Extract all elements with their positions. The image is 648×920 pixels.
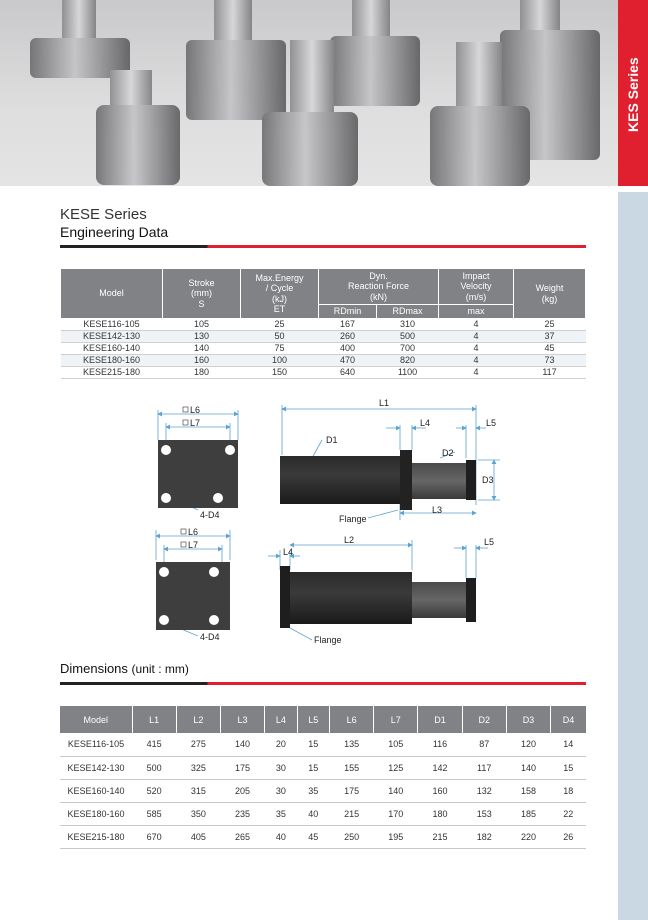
table-row	[60, 825, 586, 848]
cell: 135	[329, 733, 373, 756]
col-velocity	[439, 269, 514, 305]
cell: 325	[176, 756, 220, 779]
cell: 130	[163, 331, 241, 343]
col-stroke	[163, 269, 241, 319]
reaction-line1: Dyn.	[369, 270, 388, 281]
cell: 235	[220, 802, 264, 825]
dimensions-title	[60, 661, 189, 676]
cell: 640	[319, 367, 377, 379]
label-d1: D1	[326, 435, 338, 445]
cell: 158	[506, 779, 550, 802]
cell: 120	[506, 733, 550, 756]
cell: 35	[297, 779, 329, 802]
cell: 30	[265, 756, 297, 779]
cell: KESE116-105	[61, 319, 163, 331]
cell: 140	[374, 779, 418, 802]
velocity-line1: Impact	[462, 270, 490, 281]
col-energy	[241, 269, 319, 319]
label-d2: D2	[442, 448, 454, 458]
cell: 160	[163, 355, 241, 367]
table-row	[61, 331, 586, 343]
cell: 820	[377, 355, 439, 367]
cell: 140	[506, 756, 550, 779]
col-header: L3	[220, 706, 264, 733]
cell: 116	[418, 733, 462, 756]
table-row	[61, 355, 586, 367]
col-model: Model	[61, 269, 163, 319]
label-l7-2: L7	[188, 540, 199, 550]
reaction-line2: Reaction Force	[347, 281, 410, 292]
flange-plate-rear	[156, 562, 230, 630]
cell: 14	[551, 733, 586, 756]
cell: 150	[241, 367, 319, 379]
label-d4: 4-D4	[200, 510, 220, 520]
cell: 87	[462, 733, 506, 756]
cell: 25	[514, 319, 586, 331]
table-row	[61, 367, 586, 379]
cell: 153	[462, 802, 506, 825]
col-header: D2	[462, 706, 506, 733]
col-rdmax: RDmax	[377, 305, 439, 319]
cell: 585	[132, 802, 176, 825]
cell: 18	[551, 779, 586, 802]
cell: 4	[439, 343, 514, 355]
cell: 167	[319, 319, 377, 331]
cell: 315	[176, 779, 220, 802]
cell: 132	[462, 779, 506, 802]
energy-line3: (kJ)	[272, 293, 287, 304]
cell: KESE160-140	[60, 779, 132, 802]
label-l5-2: L5	[484, 537, 495, 547]
col-header: L4	[265, 706, 297, 733]
label-l4: L4	[420, 418, 431, 428]
cell: 670	[132, 825, 176, 848]
cell: 22	[551, 802, 586, 825]
col-header: L2	[176, 706, 220, 733]
cell: 4	[439, 331, 514, 343]
col-rdmin: RDmin	[319, 305, 377, 319]
col-vmax: max	[439, 305, 514, 319]
series-side-tab-label: KES Series	[625, 57, 641, 133]
cell: 35	[265, 802, 297, 825]
cell: 520	[132, 779, 176, 802]
col-header: L1	[132, 706, 176, 733]
energy-line2: / Cycle	[265, 283, 294, 294]
stroke-line3: S	[198, 298, 205, 309]
cell: KESE180-160	[60, 802, 132, 825]
label-d3: D3	[482, 475, 494, 485]
dimensions-table	[60, 706, 586, 849]
cell: 15	[551, 756, 586, 779]
cell: 1100	[377, 367, 439, 379]
col-header: D3	[506, 706, 550, 733]
cell: 215	[329, 802, 373, 825]
label-d4-2: 4-D4	[200, 632, 220, 642]
cell: 205	[220, 779, 264, 802]
cell: 4	[439, 367, 514, 379]
col-reaction	[319, 269, 439, 305]
cell: KESE116-105	[60, 733, 132, 756]
cell: 170	[374, 802, 418, 825]
cell: 160	[418, 779, 462, 802]
energy-line4: ET	[273, 303, 286, 314]
cell: 30	[265, 779, 297, 802]
cell: 260	[319, 331, 377, 343]
cell: 105	[374, 733, 418, 756]
cell: 155	[329, 756, 373, 779]
cell: 185	[506, 802, 550, 825]
engineering-data-table	[60, 268, 586, 379]
product-photo-banner	[0, 0, 618, 186]
cell: 4	[439, 355, 514, 367]
cell: 405	[176, 825, 220, 848]
series-title: KESE Series	[60, 206, 147, 223]
table-row	[60, 779, 586, 802]
label-l5: L5	[486, 418, 497, 428]
cell: 117	[462, 756, 506, 779]
velocity-line3: (m/s)	[465, 291, 487, 302]
cell: KESE180-160	[61, 355, 163, 367]
col-header: L5	[297, 706, 329, 733]
cell: 75	[241, 343, 319, 355]
label-flange: Flange	[339, 514, 367, 524]
cell: 700	[377, 343, 439, 355]
cell: 140	[163, 343, 241, 355]
cell: 15	[297, 756, 329, 779]
label-l7: L7	[190, 418, 201, 428]
reaction-line3: (kN)	[370, 291, 387, 302]
cell: 142	[418, 756, 462, 779]
cell: 45	[514, 343, 586, 355]
cell: 40	[297, 802, 329, 825]
flange-plate-front	[158, 440, 238, 508]
cell: 250	[329, 825, 373, 848]
cell: KESE160-140	[61, 343, 163, 355]
col-weight	[514, 269, 586, 319]
cell: 195	[374, 825, 418, 848]
label-l6: L6	[190, 405, 201, 415]
cell: 215	[418, 825, 462, 848]
cell: 175	[220, 756, 264, 779]
cell: 310	[377, 319, 439, 331]
label-l2: L2	[344, 535, 355, 545]
cell: 73	[514, 355, 586, 367]
col-header: L7	[374, 706, 418, 733]
col-header: L6	[329, 706, 373, 733]
col-header: D1	[418, 706, 462, 733]
cell: 20	[265, 733, 297, 756]
cell: 50	[241, 331, 319, 343]
cell: 182	[462, 825, 506, 848]
cell: 275	[176, 733, 220, 756]
absorber-body	[280, 456, 400, 504]
cell: 500	[377, 331, 439, 343]
cell: 4	[439, 319, 514, 331]
label-l6-2: L6	[188, 527, 199, 537]
label-l4-2: L4	[283, 547, 294, 557]
cell: 180	[163, 367, 241, 379]
stroke-line2: (mm)	[191, 288, 212, 299]
shock-absorbers-image	[0, 0, 618, 186]
cell: KESE215-180	[61, 367, 163, 379]
table-row	[60, 756, 586, 779]
cell: 470	[319, 355, 377, 367]
col-header: Model	[60, 706, 132, 733]
label-l3: L3	[432, 505, 443, 515]
stroke-line1: Stroke	[188, 277, 215, 288]
cell: KESE142-130	[60, 756, 132, 779]
cell: 117	[514, 367, 586, 379]
energy-line1: Max.Energy	[255, 272, 304, 283]
cell: 45	[297, 825, 329, 848]
cell: 400	[319, 343, 377, 355]
cell: 415	[132, 733, 176, 756]
label-l1: L1	[379, 398, 390, 408]
velocity-line2: Velocity	[460, 281, 492, 292]
weight-line2: (kg)	[541, 293, 558, 304]
cell: 40	[265, 825, 297, 848]
dimensions-title-text: Dimensions	[60, 661, 128, 676]
table-row	[60, 802, 586, 825]
section-rule	[60, 245, 586, 248]
col-header: D4	[551, 706, 586, 733]
section-rule	[60, 682, 586, 685]
cell: 15	[297, 733, 329, 756]
table-row	[60, 733, 586, 756]
cell: 37	[514, 331, 586, 343]
cell: 140	[220, 733, 264, 756]
cell: 265	[220, 825, 264, 848]
cell: 175	[329, 779, 373, 802]
weight-line1: Weight	[535, 283, 564, 294]
cell: KESE142-130	[61, 331, 163, 343]
cell: 220	[506, 825, 550, 848]
engineering-data-title: Engineering Data	[60, 224, 169, 240]
table-row	[61, 343, 586, 355]
cell: 105	[163, 319, 241, 331]
cell: 26	[551, 825, 586, 848]
dimensions-unit: (unit : mm)	[131, 662, 189, 676]
cell: 125	[374, 756, 418, 779]
cell: 350	[176, 802, 220, 825]
cell: 180	[418, 802, 462, 825]
cell: 500	[132, 756, 176, 779]
label-flange-2: Flange	[314, 635, 342, 645]
cell: KESE215-180	[60, 825, 132, 848]
side-color-bar	[618, 192, 648, 920]
table-row	[61, 319, 586, 331]
cell: 25	[241, 319, 319, 331]
cell: 100	[241, 355, 319, 367]
series-side-tab	[618, 0, 648, 186]
